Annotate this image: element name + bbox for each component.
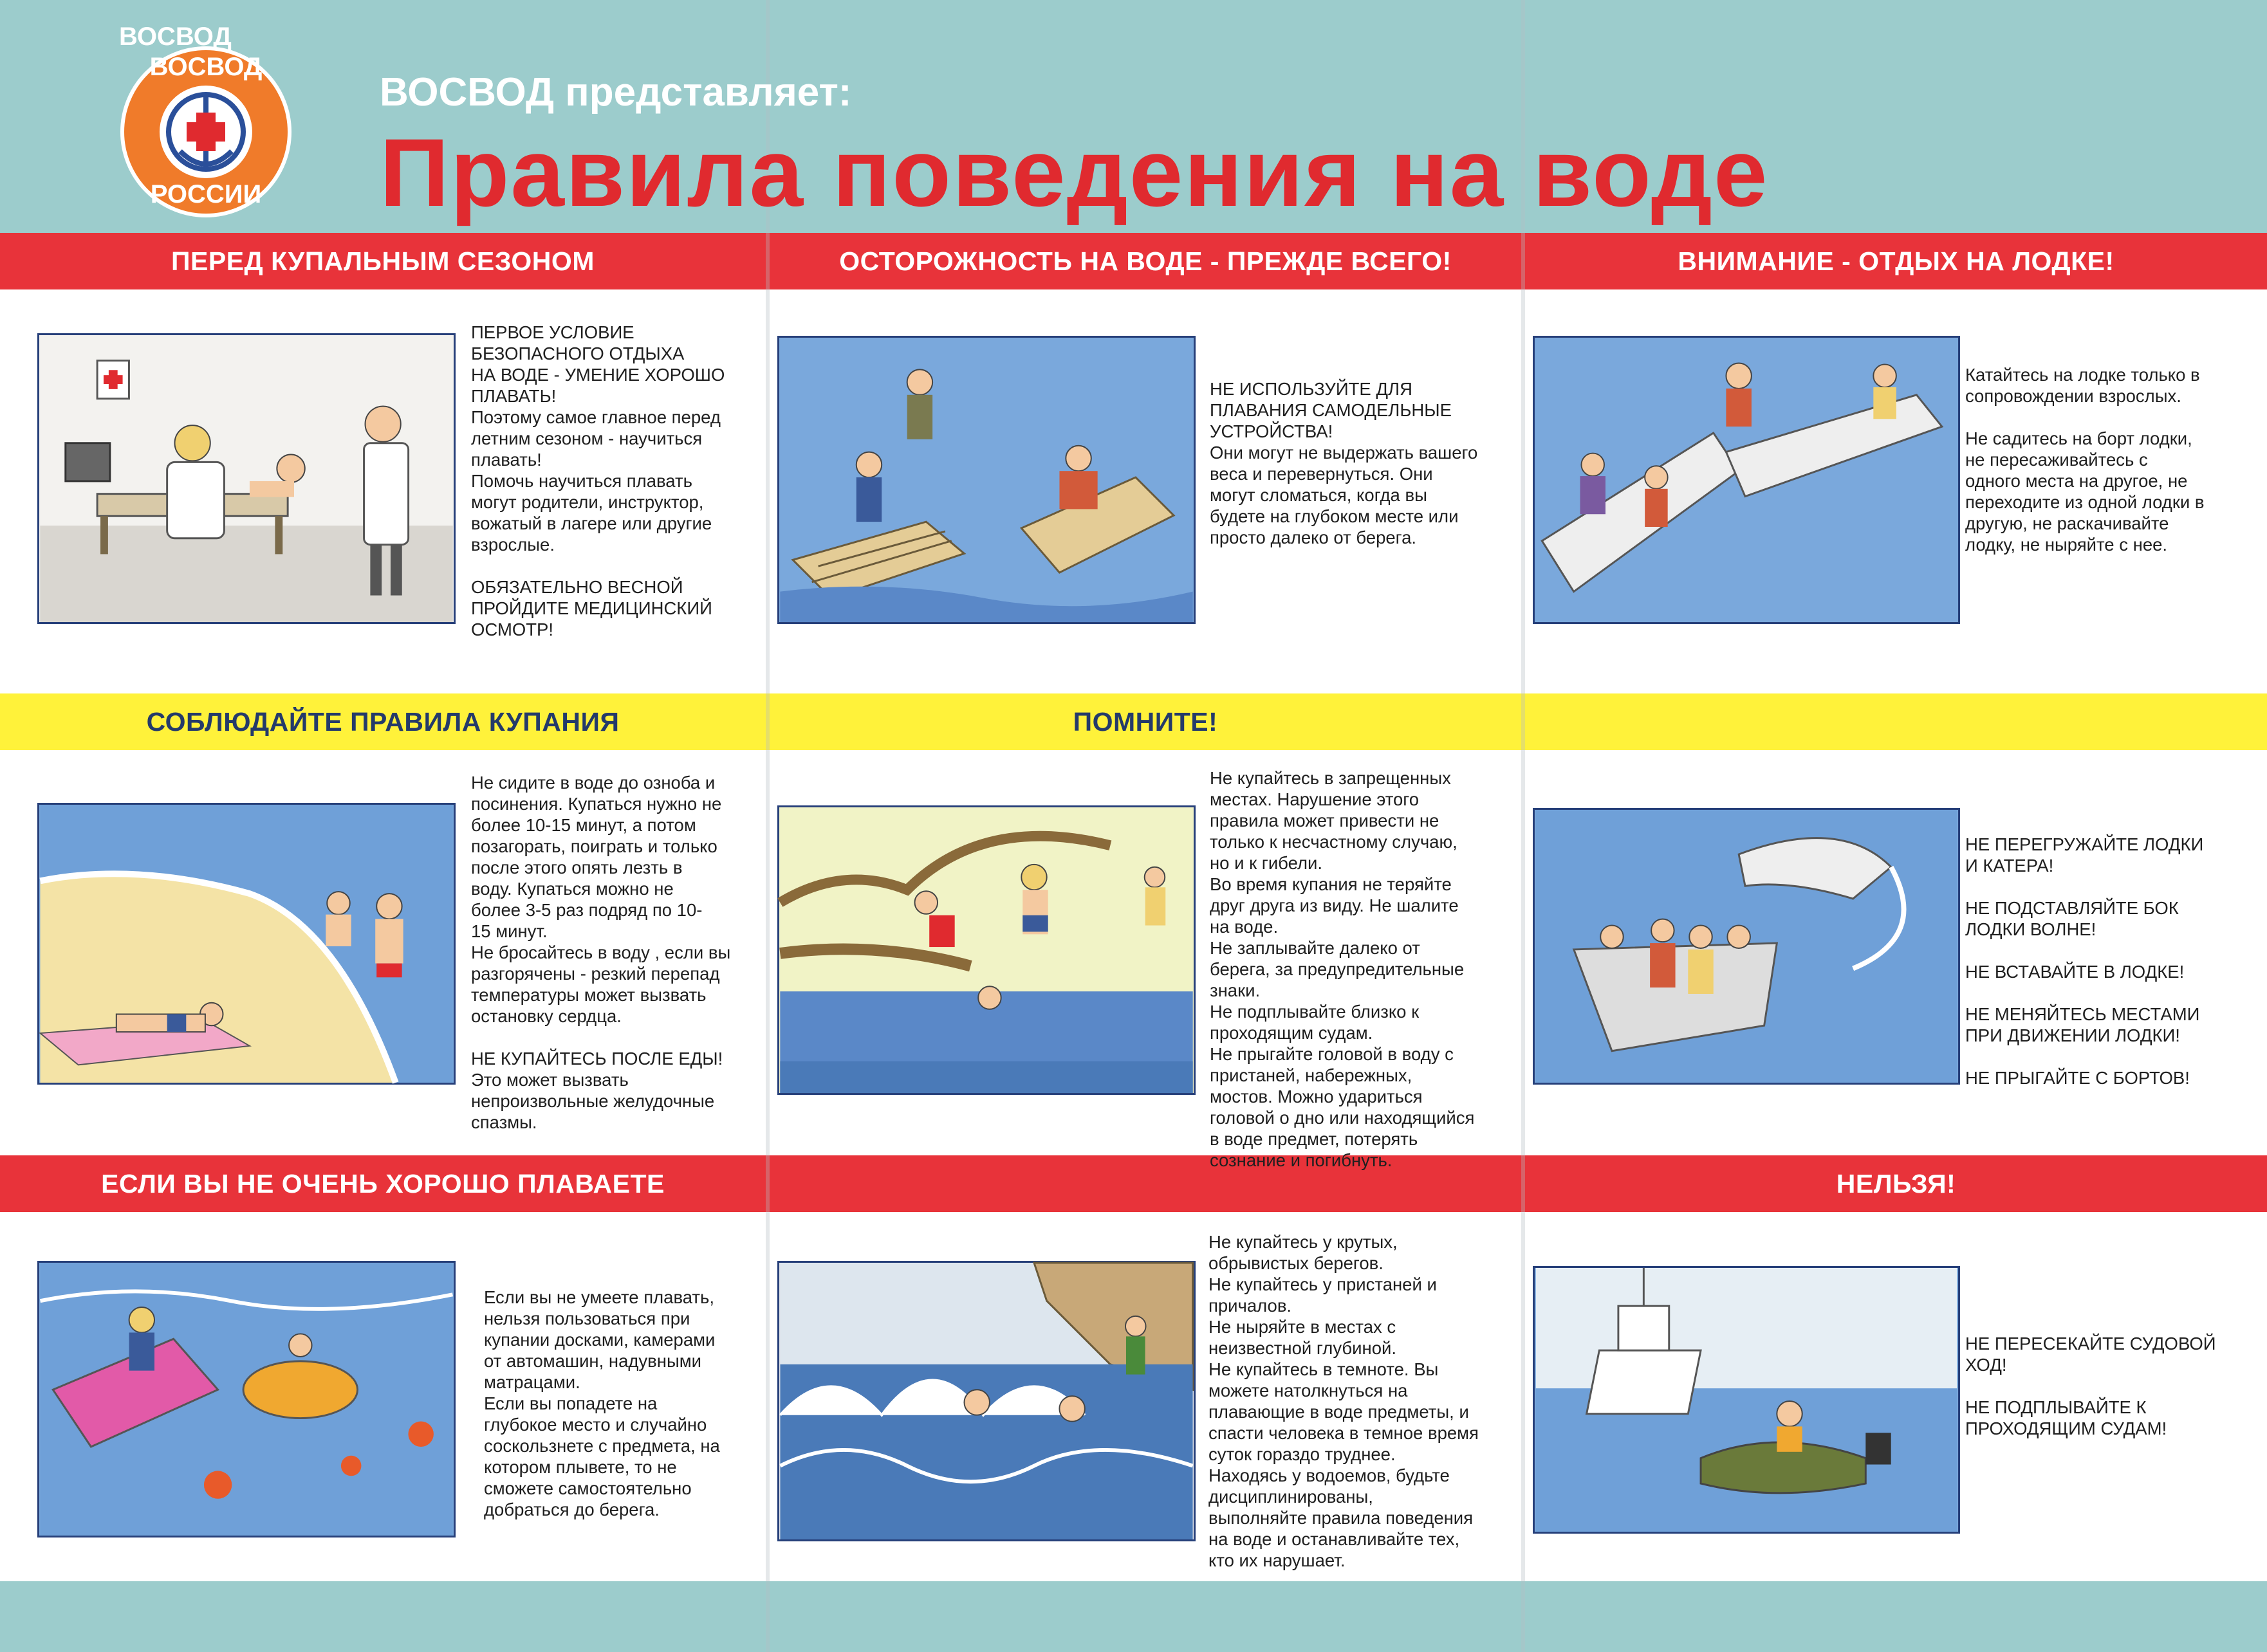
illustration-ship-lane xyxy=(1533,1266,1960,1534)
vosvod-logo xyxy=(119,23,293,219)
illustration-homemade-raft xyxy=(777,336,1196,624)
illustration-boat-rest xyxy=(1533,336,1960,624)
illustration-medical-checkup xyxy=(37,333,456,624)
illustration-beach-sunbathing xyxy=(37,803,456,1085)
text-before-season: ПЕРВОЕ УСЛОВИЕ БЕЗОПАСНОГО ОТДЫХА НА ВОДЕ - УМЕНИЕ ХОРОШО ПЛАВАТЬ! Поэтому самое главное перед летним сезоном - научиться плавать! Помочь научиться плавать могут родители, инструктор, вожатый в лагере или другие взрослые. ОБЯЗАТЕЛЬНО ВЕСНОЙ ПРОЙДИТЕ МЕДИЦИНСКИЙ ОСМОТР! xyxy=(471,322,725,639)
illustration-inflatable-mattress xyxy=(37,1261,456,1537)
section-title-caution: ОСТОРОЖНОСТЬ НА ВОДЕ - ПРЕЖДЕ ВСЕГО! xyxy=(839,246,1452,276)
logo-bottom-text: РОССИИ xyxy=(150,180,262,208)
text-boat-rest: Катайтесь на лодке только в сопровождении взрослых. Не садитесь на борт лодки, не пересаживайтесь с одного места на другое, не переходите из одной лодки в другую, не раскачивайте лодку, не ныряйте с нее. xyxy=(1965,365,2205,555)
text-swim-rules: Не сидите в воде до озноба и посинения. Купаться нужно не более 10-15 минут, а потом позагорать, поиграть и только после этого опять лезть в воду. Купаться можно не более 3-5 раз подряд по 10- 15 минут. Не бросайтесь в воду , если вы разгорячены - резкий перепад температуры может вызвать остановку сердца. НЕ КУПАЙТЕСЬ ПОСЛЕ ЕДЫ! Это может вызвать непроизвольные желудочные спазмы. xyxy=(471,773,731,1132)
section-title-forbidden: НЕЛЬЗЯ! xyxy=(1836,1169,1956,1198)
text-dangerous-places: Не купайтесь у крутых, обрывистых берегов. Не купайтесь у пристаней и причалов. Не ныряйте в местах с неизвестной глубиной. Не купайтесь в темноте. Вы можете натолкнуться на плавающие в воде предметы, и спасти человека в темное время суток гораздо труднее. Находясь у водоемов, будьте дисциплинированы, выполняйте правила поведения на воде и останавливайте тех, кто их нарушает. xyxy=(1208,1232,1479,1570)
section-title-boat: ВНИМАНИЕ - ОТДЫХ НА ЛОДКЕ! xyxy=(1678,246,2114,276)
section-title-poor-swimmer: ЕСЛИ ВЫ НЕ ОЧЕНЬ ХОРОШО ПЛАВАЕТЕ xyxy=(101,1169,665,1198)
illustration-overloaded-boat xyxy=(1533,808,1960,1085)
logo-top-text: ВОСВОД xyxy=(149,53,263,81)
presenter-line: ВОСВОД представляет: xyxy=(380,70,852,115)
section-title-before-season: ПЕРЕД КУПАЛЬНЫМ СЕЗОНОМ xyxy=(171,246,595,276)
section-title-swim-rules: СОБЛЮДАЙТЕ ПРАВИЛА КУПАНИЯ xyxy=(146,707,620,737)
illustration-rough-waves xyxy=(777,1261,1196,1541)
section-title-remember: ПОМНИТЕ! xyxy=(1073,707,1218,737)
svg-text:ВОСВОД: ВОСВОД xyxy=(119,23,232,51)
text-forbidden: НЕ ПЕРЕСЕКАЙТЕ СУДОВОЙ ХОД! НЕ ПОДПЛЫВАЙТЕ К ПРОХОДЯЩИМ СУДАМ! xyxy=(1965,1334,2216,1438)
text-caution: НЕ ИСПОЛЬЗУЙТЕ ДЛЯ ПЛАВАНИЯ САМОДЕЛЬНЫЕ УСТРОЙСТВА! Они могут не выдержать вашего веса и перевернуться. Они могут сломаться, когда вы будете на глубоком месте или просто далеко от берега. xyxy=(1210,379,1478,547)
text-boat-prohibitions: НЕ ПЕРЕГРУЖАЙТЕ ЛОДКИ И КАТЕРА! НЕ ПОДСТАВЛЯЙТЕ БОК ЛОДКИ ВОЛНЕ! НЕ ВСТАВАЙТЕ В ЛОДКЕ! НЕ МЕНЯЙТЕСЬ МЕСТАМИ ПРИ ДВИЖЕНИИ ЛОДКИ! НЕ ПРЫГАЙТЕ С БОРТОВ! xyxy=(1965,834,2204,1088)
text-remember: Не купайтесь в запрещенных местах. Нарушение этого правила может привести не только к несчастному случаю, но и к гибели. Во время купания не теряйте друг друга из виду. Не шалите на воде. Не заплывайте далеко от берега, за предупредительные знаки. Не подплывайте близко к проходящим судам. Не прыгайте головой в воду с пристаней, набережных, мостов. Можно удариться головой о дно или находящийся в воде предмет, потерять сознание и погибнуть. xyxy=(1210,768,1475,1170)
illustration-jumping-into-water xyxy=(777,805,1196,1095)
footer-teal-band xyxy=(0,1581,2267,1652)
page-title: Правила поведения на воде xyxy=(380,118,1769,226)
text-poor-swimmer: Если вы не умеете плавать, нельзя пользоваться при купании досками, камерами от автомашин, надувными матрацами. Если вы попадете на глубокое место и случайно соскользнете с предмета, на котором плывете, то не сможете самостоятельно добраться до берега. xyxy=(484,1287,720,1519)
